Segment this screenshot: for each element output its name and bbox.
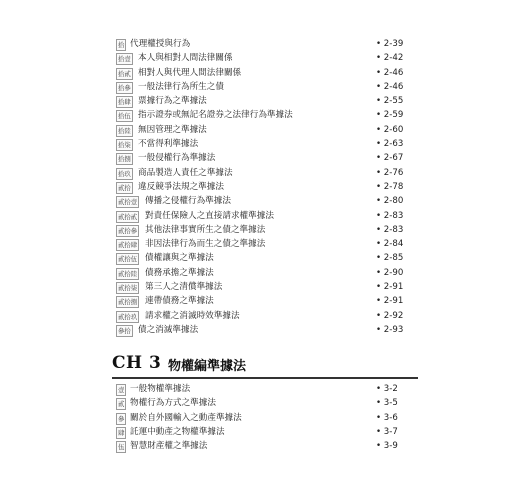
item-number-badge: 壹: [118, 386, 125, 394]
page-number: • 2-67: [376, 153, 404, 164]
item-number-badge: 貳拾捌: [118, 298, 138, 307]
page-number: • 2-83: [376, 210, 404, 221]
toc-entry: [116, 180, 406, 194]
toc-section-1: [116, 37, 406, 337]
item-number-badge: 肆: [118, 428, 125, 437]
toc-section-2: [116, 382, 406, 453]
toc-entry: [116, 37, 406, 51]
item-number-badge: 拾參: [118, 83, 131, 92]
toc-entry: [116, 237, 406, 251]
page-number: • 2-78: [376, 181, 404, 192]
toc-entry: [116, 51, 406, 65]
entry-title: 無因管理之準據法: [138, 124, 207, 135]
entry-title: 第三人之清償準據法: [145, 282, 223, 293]
page-number: • 3-6: [376, 412, 398, 423]
toc-entry: [116, 194, 406, 208]
item-number-badge: 貳拾肆: [118, 241, 138, 250]
toc-entry: [116, 151, 406, 165]
item-number-badge: 拾捌: [118, 155, 131, 164]
entry-title: 債務承擔之準據法: [145, 267, 214, 278]
entry-title: 相對人與代理人間法律關係: [138, 67, 242, 78]
entry-title: 指示證券或無記名證券之法律行為準據法: [138, 110, 293, 121]
page-number: • 2-83: [376, 224, 404, 235]
page-number: • 2-90: [376, 267, 404, 278]
chapter-number: CH 3: [112, 353, 162, 373]
entry-title: 代理權授與行為: [130, 39, 191, 49]
entry-title: 票據行為之準據法: [138, 96, 207, 107]
page-number: • 2-60: [376, 124, 404, 135]
item-number-badge: 拾玖: [118, 169, 131, 178]
chapter-heading: [112, 353, 418, 379]
page-number: • 2-46: [376, 81, 404, 92]
entry-title: 請求權之消滅時效準據法: [145, 310, 240, 321]
page-number: • 2-63: [376, 139, 404, 150]
item-number-badge: 貳拾壹: [118, 198, 138, 207]
toc-entry: [116, 411, 406, 425]
toc-entry: [116, 251, 406, 265]
toc-entry: [116, 439, 406, 453]
toc-entry: [116, 209, 406, 223]
item-number-badge: 拾柒: [118, 141, 131, 150]
page-number: • 2-84: [376, 239, 404, 250]
page-number: • 3-5: [376, 398, 398, 409]
chapter-divider: [112, 377, 418, 379]
item-number-badge: 貳拾參: [118, 226, 138, 235]
toc-entry: [116, 108, 406, 122]
entry-title: 本人與相對人間法律關係: [138, 53, 233, 64]
toc-entry: [116, 396, 406, 410]
page-number: • 3-9: [376, 441, 398, 452]
toc-entry: [116, 123, 406, 137]
toc-entry: [116, 425, 406, 439]
item-number-badge: 拾貳: [118, 69, 131, 78]
toc-entry: [116, 294, 406, 308]
item-number-badge: 拾伍: [118, 112, 131, 121]
toc-entry: [116, 266, 406, 280]
item-number-badge: 貳拾柒: [118, 284, 138, 293]
entry-title: 傳播之侵權行為準據法: [145, 196, 231, 207]
item-number-badge: 參: [118, 414, 125, 423]
entry-title: 債權讓與之準據法: [145, 253, 214, 264]
toc-entry: [116, 66, 406, 80]
page-number: • 2-42: [376, 53, 404, 64]
page-number: • 2-93: [376, 324, 404, 335]
page-number: • 2-46: [376, 67, 404, 78]
item-number-badge: 貳拾貳: [118, 212, 138, 221]
item-number-badge: 拾: [118, 41, 125, 49]
toc-entry: [116, 309, 406, 323]
page-number: • 2-92: [376, 310, 404, 321]
page-number: • 2-39: [376, 39, 404, 49]
toc-entry: [116, 80, 406, 94]
entry-title: 關於自外國輸入之動產準據法: [130, 412, 242, 423]
entry-title: 一般侵權行為準據法: [138, 153, 216, 164]
item-number-badge: 貳: [118, 400, 125, 409]
entry-title: 違反競爭法規之準據法: [138, 181, 224, 192]
entry-title: 智慧財產權之準據法: [130, 441, 208, 452]
item-number-badge: 貳拾: [118, 183, 131, 192]
entry-title: 一般物權準據法: [130, 384, 191, 394]
entry-title: 物權行為方式之準據法: [130, 398, 216, 409]
item-number-badge: 參拾: [118, 326, 131, 335]
page-number: • 2-91: [376, 296, 404, 307]
toc-entry: [116, 94, 406, 108]
entry-title: 連帶債務之準據法: [145, 296, 214, 307]
toc-entry: [116, 223, 406, 237]
page-number: • 2-80: [376, 196, 404, 207]
item-number-badge: 拾肆: [118, 98, 131, 107]
item-number-badge: 貳拾陸: [118, 269, 138, 278]
entry-title: 商品製造人責任之準據法: [138, 167, 233, 178]
page-number: • 2-91: [376, 282, 404, 293]
entry-title: 託運中動產之物權準據法: [130, 426, 225, 437]
chapter-title: 物權編準據法: [168, 359, 247, 374]
entry-title: 非因法律行為而生之債之準據法: [145, 239, 266, 250]
toc-entry: [116, 280, 406, 294]
entry-title: 其他法律事實所生之債之準據法: [145, 224, 266, 235]
page-number: • 2-76: [376, 167, 404, 178]
page-number: • 2-55: [376, 96, 404, 107]
toc-entry: [116, 323, 406, 337]
toc-entry: [116, 137, 406, 151]
entry-title: 不當得利準據法: [138, 139, 199, 150]
entry-title: 債之消滅準據法: [138, 324, 199, 335]
item-number-badge: 貳拾伍: [118, 255, 138, 264]
item-number-badge: 伍: [118, 443, 125, 452]
item-number-badge: 拾陸: [118, 126, 131, 135]
page-number: • 3-7: [376, 426, 398, 437]
toc-entry: [116, 166, 406, 180]
entry-title: 對責任保險人之直接請求權準據法: [145, 210, 274, 221]
page-number: • 2-59: [376, 110, 404, 121]
item-number-badge: 貳拾玖: [118, 312, 138, 321]
page-number: • 3-2: [376, 384, 398, 394]
entry-title: 一般法律行為所生之債: [138, 81, 224, 92]
item-number-badge: 拾壹: [118, 55, 131, 64]
page-number: • 2-85: [376, 253, 404, 264]
toc-entry: [116, 382, 406, 396]
